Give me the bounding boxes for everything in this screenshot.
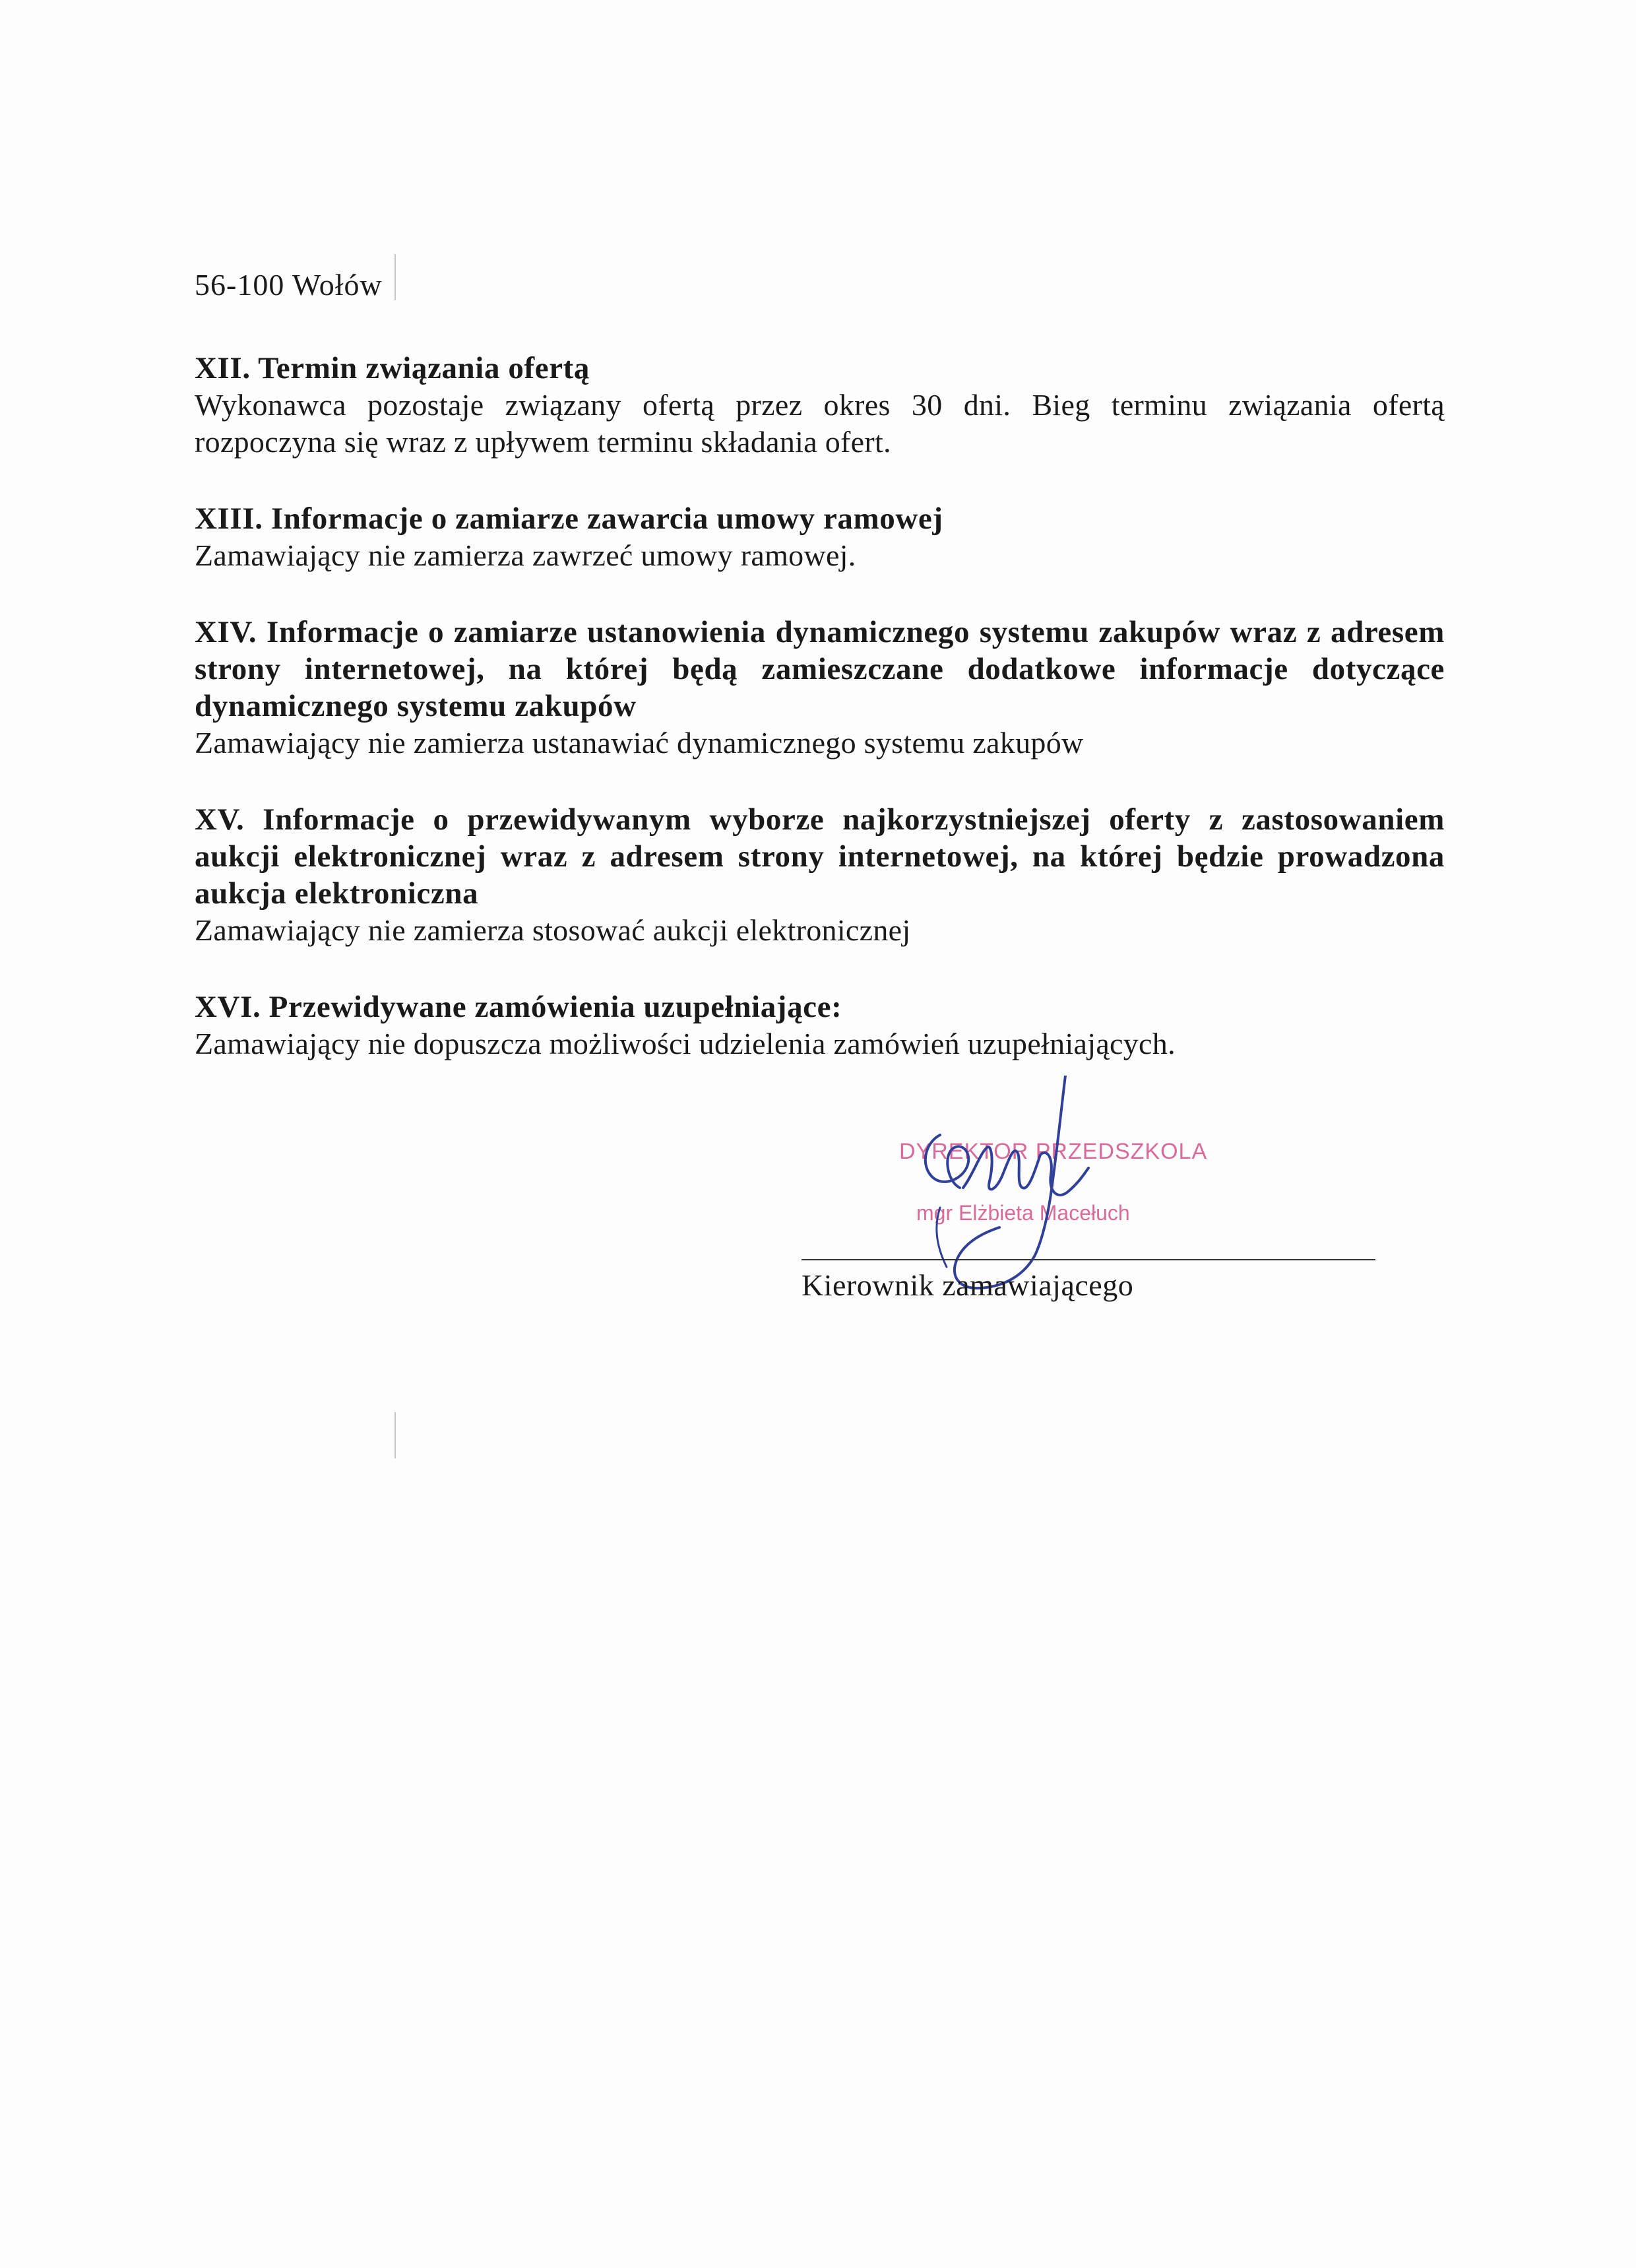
signature-block [802,1082,1375,1320]
signature-line [802,1259,1375,1260]
section-heading: XIII. Informacje o zamiarze zawarcia umowy ramowej [195,502,943,536]
section-body: Zamawiający nie dopuszcza możliwości udzielenia zamówień uzupełniających. [195,1027,1176,1060]
section-body: Wykonawca pozostaje związany ofertą przez okres 30 dni. Bieg terminu związania ofertą rozpoczyna się wraz z upływem terminu składania ofert. [195,388,1445,459]
section-heading: XV. Informacje o przewidywanym wyborze najkorzystniejszej oferty z zastosowaniem aukcji elektronicznej wraz z adresem strony internetowej, na której będzie prowadzona aukcja elektroniczna [195,802,1445,911]
section-body: Zamawiający nie zamierza ustanawiać dynamicznego systemu zakupów [195,726,1084,760]
section-xii [195,350,1445,461]
section-body: Zamawiający nie zamierza zawrzeć umowy ramowej. [195,538,856,572]
signature-label: Kierownik zamawiającego [802,1268,1134,1302]
section-xv [195,801,1445,949]
document-body [195,265,1445,1102]
address-line: 56-100 Wołów [195,268,383,302]
stamp-title: DYREKTOR PRZEDSZKOLA [899,1139,1208,1164]
stamp-name: mgr Elżbieta Macełuch [916,1201,1130,1225]
handwritten-signature [900,1076,1098,1300]
scan-artifact [394,1412,396,1458]
section-xiii [195,500,1445,574]
section-xvi [195,988,1445,1062]
section-xiv [195,614,1445,761]
section-heading: XVI. Przewidywane zamówienia uzupełniające: [195,990,842,1024]
section-heading: XII. Termin związania ofertą [195,351,590,385]
section-heading: XIV. Informacje o zamiarze ustanowienia dynamicznego systemu zakupów wraz z adresem strony internetowej, na której będą zamieszczane dodatkowe informacje dotyczące dynamicznego systemu zakupów [195,615,1445,723]
section-body: Zamawiający nie zamierza stosować aukcji elektronicznej [195,913,911,947]
